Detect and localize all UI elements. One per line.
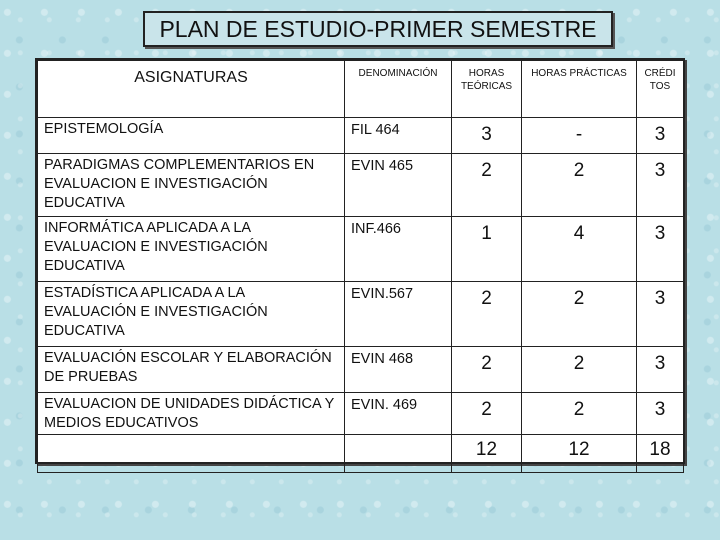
teoricas-cell: 1 <box>452 217 522 282</box>
study-plan-table <box>35 58 685 464</box>
teoricas-cell: 2 <box>452 282 522 347</box>
table-row <box>38 393 684 435</box>
table-row <box>38 154 684 217</box>
denominacion-cell: EVIN. 469 <box>345 393 452 435</box>
teoricas-cell: 2 <box>452 347 522 393</box>
asignatura-cell: EPISTEMOLOGÍA <box>38 118 345 154</box>
denominacion-cell: EVIN 468 <box>345 347 452 393</box>
denominacion-cell: FIL 464 <box>345 118 452 154</box>
totals-empty-cell <box>38 435 345 473</box>
table-row <box>38 347 684 393</box>
practicas-cell: 2 <box>522 393 637 435</box>
creditos-cell: 3 <box>637 217 684 282</box>
creditos-cell: 3 <box>637 393 684 435</box>
total-creditos-cell: 18 <box>637 435 684 473</box>
total-practicas-cell: 12 <box>522 435 637 473</box>
practicas-cell: 2 <box>522 347 637 393</box>
teoricas-cell: 2 <box>452 393 522 435</box>
total-teoricas-cell: 12 <box>452 435 522 473</box>
teoricas-cell: 3 <box>452 118 522 154</box>
asignatura-cell: PARADIGMAS COMPLEMENTARIOS EN EVALUACION E INVESTIGACIÓN EDUCATIVA <box>38 154 345 217</box>
creditos-cell: 3 <box>637 347 684 393</box>
asignatura-cell: EVALUACION DE UNIDADES DIDÁCTICA Y MEDIOS EDUCATIVOS <box>38 393 345 435</box>
header-horas-practicas: HORAS PRÁCTICAS <box>522 61 637 118</box>
header-asignaturas: ASIGNATURAS <box>38 61 345 118</box>
header-creditos: CRÉDI TOS <box>637 61 684 118</box>
teoricas-cell: 2 <box>452 154 522 217</box>
totals-row <box>38 435 684 473</box>
header-denominacion: DENOMINACIÓN <box>345 61 452 118</box>
table-row <box>38 118 684 154</box>
denominacion-cell: EVIN.567 <box>345 282 452 347</box>
asignatura-cell: ESTADÍSTICA APLICADA A LA EVALUACIÓN E INVESTIGACIÓN EDUCATIVA <box>38 282 345 347</box>
header-horas-teoricas: HORAS TEÓRICAS <box>452 61 522 118</box>
creditos-cell: 3 <box>637 118 684 154</box>
asignatura-cell: INFORMÁTICA APLICADA A LA EVALUACION E INVESTIGACIÓN EDUCATIVA <box>38 217 345 282</box>
practicas-cell: 2 <box>522 282 637 347</box>
practicas-cell: - <box>522 118 637 154</box>
denominacion-cell: INF.466 <box>345 217 452 282</box>
denominacion-cell: EVIN 465 <box>345 154 452 217</box>
header-row <box>38 61 684 118</box>
asignatura-cell: EVALUACIÓN ESCOLAR Y ELABORACIÓN DE PRUEBAS <box>38 347 345 393</box>
table-row <box>38 282 684 347</box>
creditos-cell: 3 <box>637 154 684 217</box>
totals-empty-cell <box>345 435 452 473</box>
practicas-cell: 2 <box>522 154 637 217</box>
creditos-cell: 3 <box>637 282 684 347</box>
practicas-cell: 4 <box>522 217 637 282</box>
table-row <box>38 217 684 282</box>
slide-title: PLAN DE ESTUDIO-PRIMER SEMESTRE <box>143 11 613 47</box>
